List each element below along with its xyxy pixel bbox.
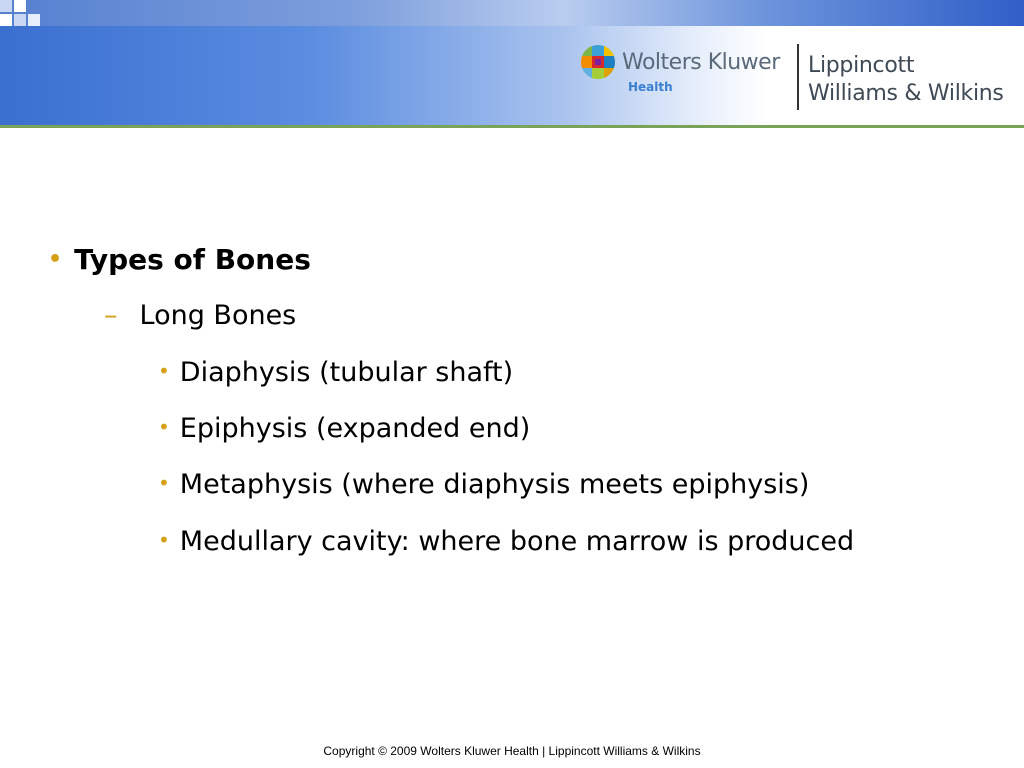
bullet-level3-text: Diaphysis (tubular shaft) [179, 357, 514, 388]
bullet-dot-icon: • [158, 528, 170, 552]
bullet-dot-icon: • [158, 415, 170, 439]
header-top-band [0, 0, 1024, 26]
bullet-level3-item [158, 526, 854, 557]
lippincott-line-2: Williams & Wilkins [808, 81, 1004, 106]
bullet-level2 [104, 300, 296, 331]
bullet-dash-icon: – [104, 300, 118, 331]
bullet-level2-text: Long Bones [139, 300, 297, 331]
wolters-kluwer-mosaic-logo-icon [581, 45, 615, 79]
health-subbrand: Health [628, 80, 673, 94]
header-divider-line [0, 125, 1024, 128]
wolters-kluwer-wordmark: Wolters Kluwer [622, 50, 780, 75]
bullet-level3-text: Medullary cavity: where bone marrow is produced [179, 526, 855, 557]
bullet-level3-text: Metaphysis (where diaphysis meets epiphysis) [179, 469, 810, 500]
bullet-level3-item [158, 469, 809, 500]
bullet-level1 [48, 243, 311, 276]
bullet-level3-text: Epiphysis (expanded end) [179, 413, 531, 444]
bullet-level3-item [158, 413, 530, 444]
bullet-dot-icon: • [158, 471, 170, 495]
slide-header-banner [0, 0, 1024, 127]
bullet-dot-icon: • [48, 247, 63, 272]
lippincott-wordmark [808, 52, 1004, 108]
lippincott-line-1: Lippincott [808, 53, 915, 78]
bullet-level3-item [158, 357, 513, 388]
corner-squares-decoration [0, 0, 40, 26]
bullet-dot-icon: • [158, 359, 170, 383]
copyright-footer: Copyright © 2009 Wolters Kluwer Health | Lippincott Williams & Wilkins [323, 744, 701, 758]
logo-divider [797, 44, 799, 110]
bullet-level1-text: Types of Bones [74, 243, 311, 276]
